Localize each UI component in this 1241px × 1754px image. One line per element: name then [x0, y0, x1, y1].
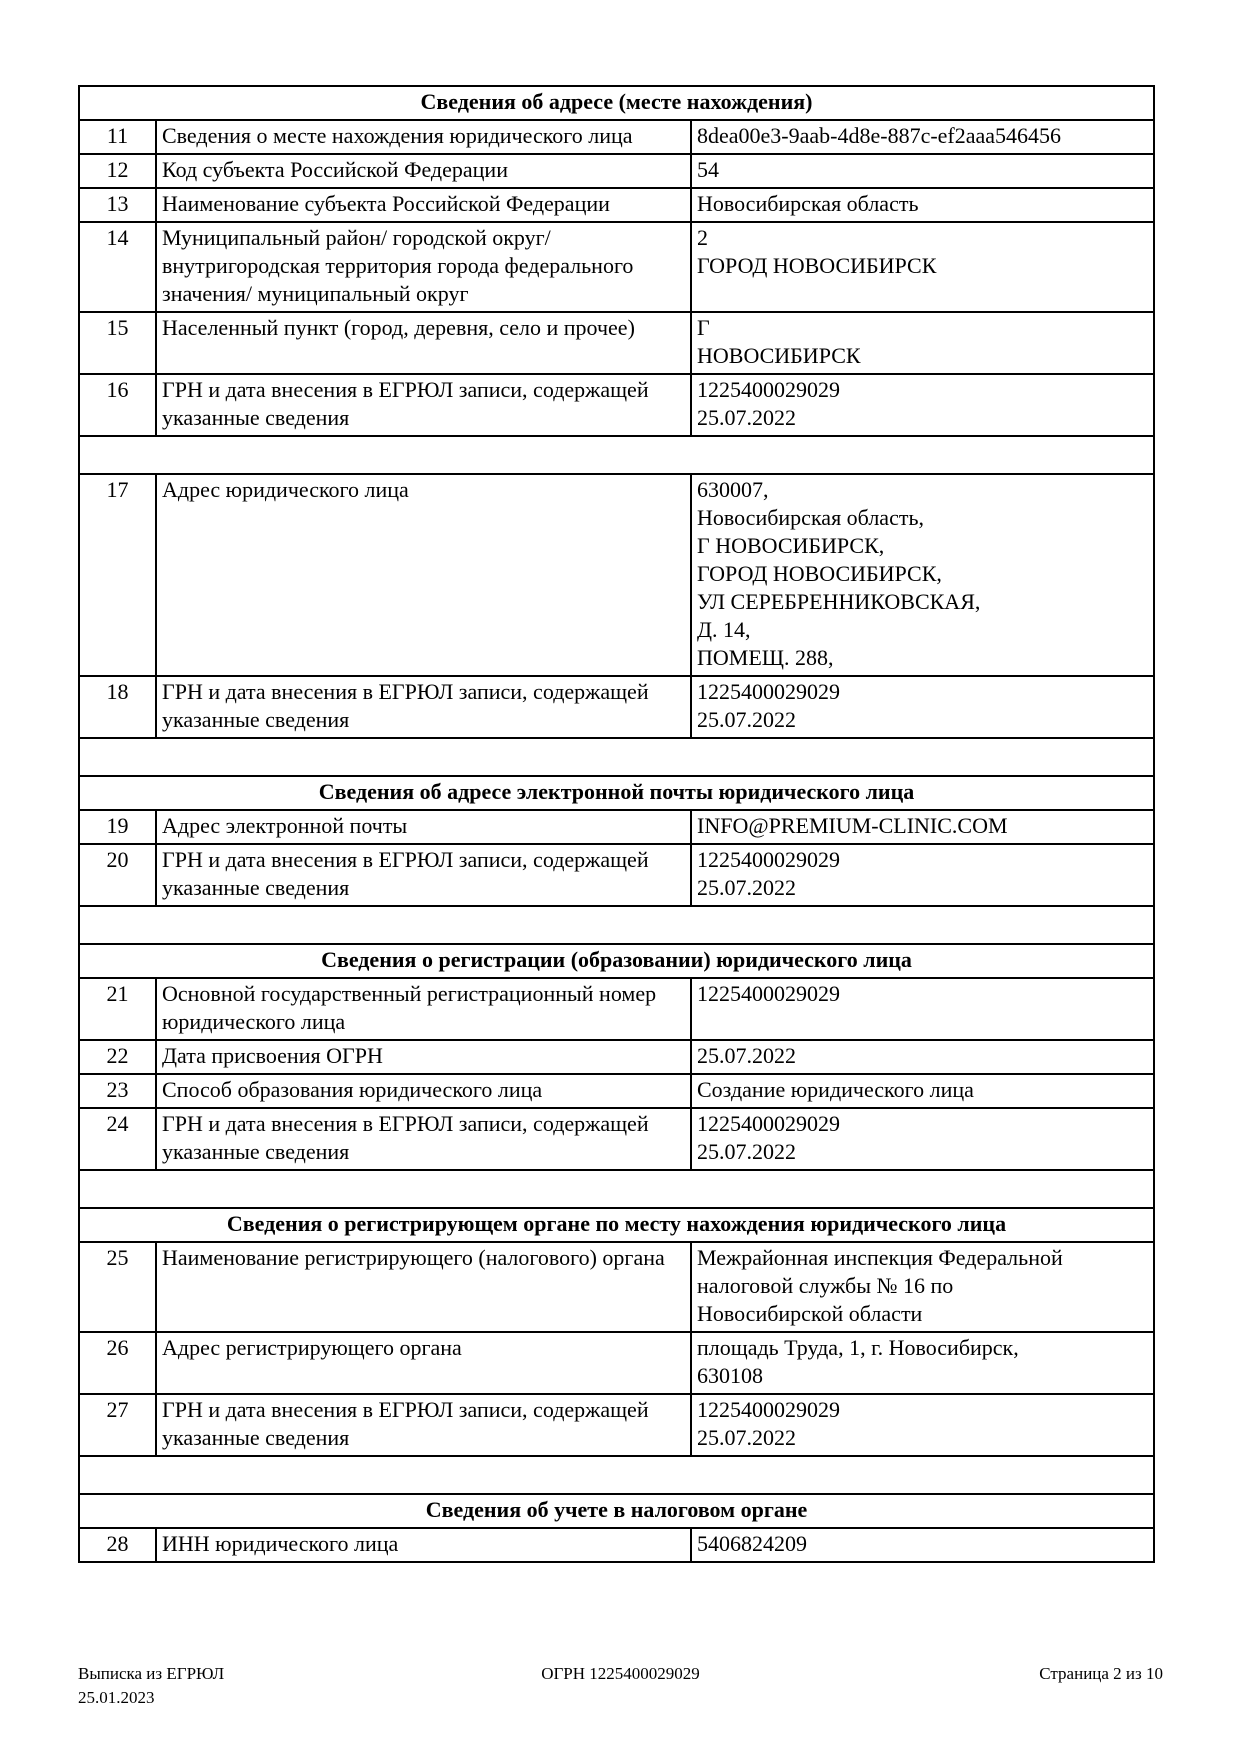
egrul-extract-table: [78, 85, 1155, 1563]
table-row: [79, 1108, 1154, 1170]
row-number: 13: [79, 188, 156, 222]
section-title: Сведения о регистрации (образовании) юридического лица: [79, 944, 1154, 978]
row-value-line: 1225400029029: [697, 679, 840, 704]
row-number: 14: [79, 222, 156, 312]
row-value: [691, 374, 1154, 436]
table-row: [79, 1040, 1154, 1074]
row-value: [691, 1242, 1154, 1332]
row-value-line: 25.07.2022: [697, 405, 796, 430]
row-label: Адрес юридического лица: [156, 474, 691, 676]
row-number: 17: [79, 474, 156, 676]
row-value-line: Г: [697, 315, 710, 340]
section-header-row: [79, 944, 1154, 978]
row-label: ГРН и дата внесения в ЕГРЮЛ записи, содержащей указанные сведения: [156, 1108, 691, 1170]
section-title: Сведения об адресе (месте нахождения): [79, 86, 1154, 120]
row-number: 19: [79, 810, 156, 844]
row-value: [691, 1528, 1154, 1562]
row-value: [691, 1332, 1154, 1394]
row-number: 15: [79, 312, 156, 374]
row-value: [691, 1394, 1154, 1456]
egrul-table-body: [79, 86, 1154, 1562]
row-label: ГРН и дата внесения в ЕГРЮЛ записи, содержащей указанные сведения: [156, 676, 691, 738]
table-row: [79, 120, 1154, 154]
row-label: Сведения о месте нахождения юридического лица: [156, 120, 691, 154]
table-row: [79, 978, 1154, 1040]
row-value: [691, 1074, 1154, 1108]
row-value-line: Межрайонная инспекция Федеральной: [697, 1245, 1063, 1270]
row-number: 11: [79, 120, 156, 154]
row-value: [691, 222, 1154, 312]
row-value-line: 630108: [697, 1363, 763, 1388]
row-value-line: 630007,: [697, 477, 769, 502]
section-header-row: [79, 86, 1154, 120]
row-value-line: площадь Труда, 1, г. Новосибирск,: [697, 1335, 1019, 1360]
spacer-row: [79, 436, 1154, 474]
table-row: [79, 188, 1154, 222]
spacer-row: [79, 1456, 1154, 1494]
row-value-line: INFO@PREMIUM-CLINIC.COM: [697, 813, 1008, 838]
row-label: Основной государственный регистрационный номер юридического лица: [156, 978, 691, 1040]
row-value-line: 54: [697, 157, 719, 182]
section-header-row: [79, 1494, 1154, 1528]
row-value-line: УЛ СЕРЕБРЕННИКОВСКАЯ,: [697, 589, 981, 614]
row-number: 24: [79, 1108, 156, 1170]
row-number: 25: [79, 1242, 156, 1332]
spacer-row: [79, 1170, 1154, 1208]
row-value-line: 25.07.2022: [697, 875, 796, 900]
spacer-cell: [79, 906, 1154, 944]
row-value-line: 1225400029029: [697, 377, 840, 402]
row-value-line: 25.07.2022: [697, 1425, 796, 1450]
footer-page-number: Страница 2 из 10: [1039, 1664, 1163, 1683]
row-label: ГРН и дата внесения в ЕГРЮЛ записи, содержащей указанные сведения: [156, 1394, 691, 1456]
row-value: [691, 474, 1154, 676]
row-label: ИНН юридического лица: [156, 1528, 691, 1562]
spacer-row: [79, 906, 1154, 944]
row-value-line: Новосибирская область,: [697, 505, 924, 530]
row-label: Населенный пункт (город, деревня, село и прочее): [156, 312, 691, 374]
footer-ogrn: ОГРН 1225400029029: [541, 1664, 700, 1683]
row-label: Наименование субъекта Российской Федерации: [156, 188, 691, 222]
row-value: [691, 844, 1154, 906]
row-value-line: Д. 14,: [697, 617, 751, 642]
table-row: [79, 1332, 1154, 1394]
row-value-line: 1225400029029: [697, 847, 840, 872]
row-number: 23: [79, 1074, 156, 1108]
row-value-line: НОВОСИБИРСК: [697, 343, 861, 368]
table-row: [79, 474, 1154, 676]
row-number: 21: [79, 978, 156, 1040]
row-label: Адрес электронной почты: [156, 810, 691, 844]
table-row: [79, 844, 1154, 906]
row-number: 22: [79, 1040, 156, 1074]
table-row: [79, 154, 1154, 188]
table-row: [79, 1528, 1154, 1562]
row-number: 16: [79, 374, 156, 436]
row-value-line: ГОРОД НОВОСИБИРСК,: [697, 561, 942, 586]
row-value: [691, 978, 1154, 1040]
row-value-line: 2: [697, 225, 708, 250]
section-title: Сведения о регистрирующем органе по месту нахождения юридического лица: [79, 1208, 1154, 1242]
table-row: [79, 1394, 1154, 1456]
row-value: [691, 312, 1154, 374]
row-value: [691, 188, 1154, 222]
row-value-line: 25.07.2022: [697, 1139, 796, 1164]
row-value: [691, 120, 1154, 154]
section-title: Сведения об адресе электронной почты юридического лица: [79, 776, 1154, 810]
row-value: [691, 154, 1154, 188]
table-row: [79, 1074, 1154, 1108]
row-value-line: 5406824209: [697, 1531, 807, 1556]
row-label: Способ образования юридического лица: [156, 1074, 691, 1108]
row-value: [691, 1040, 1154, 1074]
spacer-cell: [79, 738, 1154, 776]
row-number: 28: [79, 1528, 156, 1562]
table-row: [79, 676, 1154, 738]
row-label: Наименование регистрирующего (налогового) органа: [156, 1242, 691, 1332]
row-value: [691, 676, 1154, 738]
section-header-row: [79, 1208, 1154, 1242]
row-label: ГРН и дата внесения в ЕГРЮЛ записи, содержащей указанные сведения: [156, 844, 691, 906]
row-label: Дата присвоения ОГРН: [156, 1040, 691, 1074]
spacer-cell: [79, 1170, 1154, 1208]
row-number: 18: [79, 676, 156, 738]
row-number: 12: [79, 154, 156, 188]
row-label: Адрес регистрирующего органа: [156, 1332, 691, 1394]
table-row: [79, 374, 1154, 436]
footer-doc-type: Выписка из ЕГРЮЛ: [78, 1664, 225, 1683]
spacer-row: [79, 738, 1154, 776]
footer-doc-date: 25.01.2023: [78, 1688, 155, 1707]
spacer-cell: [79, 436, 1154, 474]
row-number: 27: [79, 1394, 156, 1456]
row-value-line: 25.07.2022: [697, 707, 796, 732]
row-value-line: 8dea00e3-9aab-4d8e-887c-ef2aaa546456: [697, 123, 1062, 148]
table-row: [79, 1242, 1154, 1332]
spacer-cell: [79, 1456, 1154, 1494]
table-row: [79, 312, 1154, 374]
row-value: [691, 1108, 1154, 1170]
section-header-row: [79, 776, 1154, 810]
row-value-line: Новосибирской области: [697, 1301, 923, 1326]
row-value-line: Новосибирская область: [697, 191, 919, 216]
row-value-line: налоговой службы № 16 по: [697, 1273, 954, 1298]
row-number: 26: [79, 1332, 156, 1394]
row-value-line: 1225400029029: [697, 981, 840, 1006]
row-value-line: 1225400029029: [697, 1111, 840, 1136]
row-value-line: Создание юридического лица: [697, 1077, 974, 1102]
row-value-line: ГОРОД НОВОСИБИРСК: [697, 253, 937, 278]
row-value-line: Г НОВОСИБИРСК,: [697, 533, 885, 558]
row-value: [691, 810, 1154, 844]
table-row: [79, 810, 1154, 844]
table-row: [79, 222, 1154, 312]
row-label: ГРН и дата внесения в ЕГРЮЛ записи, содержащей указанные сведения: [156, 374, 691, 436]
row-label: Муниципальный район/ городской округ/ внутригородская территория города федерального значения/ муниципальный округ: [156, 222, 691, 312]
row-value-line: ПОМЕЩ. 288,: [697, 645, 834, 670]
row-value-line: 25.07.2022: [697, 1043, 796, 1068]
section-title: Сведения об учете в налоговом органе: [79, 1494, 1154, 1528]
row-label: Код субъекта Российской Федерации: [156, 154, 691, 188]
row-number: 20: [79, 844, 156, 906]
row-value-line: 1225400029029: [697, 1397, 840, 1422]
